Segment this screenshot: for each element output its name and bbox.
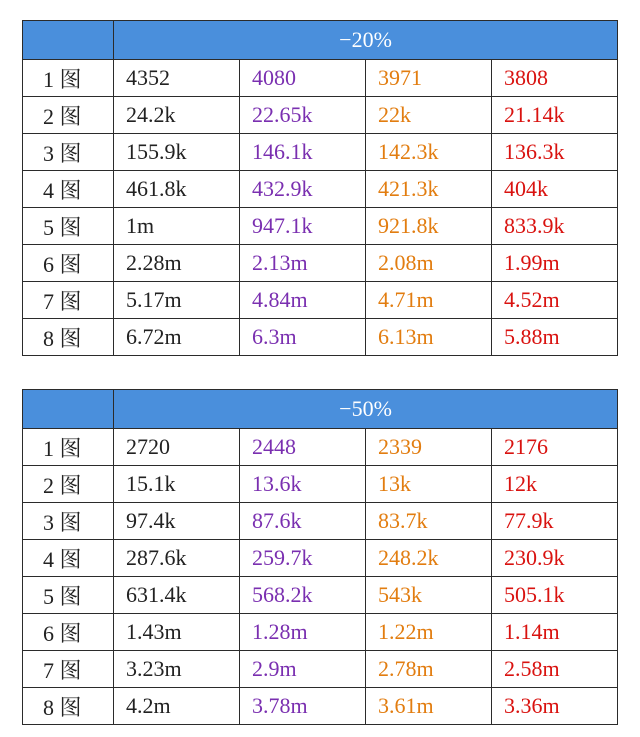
value-cell: 568.2k <box>240 577 366 614</box>
value-cell: 3.23m <box>114 651 240 688</box>
value-cell: 21.14k <box>492 97 618 134</box>
value-cell: 12k <box>492 466 618 503</box>
value-cell: 13.6k <box>240 466 366 503</box>
row-label: 6 图 <box>23 614 114 651</box>
value-cell: 77.9k <box>492 503 618 540</box>
table-row <box>23 245 618 282</box>
discount-table-50 <box>22 389 618 725</box>
value-cell: 1.28m <box>240 614 366 651</box>
value-cell: 5.88m <box>492 319 618 356</box>
table-header-label: −50% <box>114 390 618 429</box>
value-cell: 461.8k <box>114 171 240 208</box>
row-label: 3 图 <box>23 503 114 540</box>
table-row <box>23 540 618 577</box>
value-cell: 6.72m <box>114 319 240 356</box>
row-label: 8 图 <box>23 319 114 356</box>
value-cell: 87.6k <box>240 503 366 540</box>
row-label: 5 图 <box>23 208 114 245</box>
table-row <box>23 429 618 466</box>
value-cell: 1.22m <box>366 614 492 651</box>
table-row <box>23 577 618 614</box>
value-cell: 505.1k <box>492 577 618 614</box>
value-cell: 432.9k <box>240 171 366 208</box>
value-cell: 833.9k <box>492 208 618 245</box>
value-cell: 6.13m <box>366 319 492 356</box>
value-cell: 3971 <box>366 60 492 97</box>
table-row <box>23 319 618 356</box>
value-cell: 4.2m <box>114 688 240 725</box>
value-cell: 22k <box>366 97 492 134</box>
value-cell: 921.8k <box>366 208 492 245</box>
table-row <box>23 503 618 540</box>
value-cell: 404k <box>492 171 618 208</box>
value-cell: 421.3k <box>366 171 492 208</box>
table-row <box>23 60 618 97</box>
value-cell: 22.65k <box>240 97 366 134</box>
value-cell: 2.78m <box>366 651 492 688</box>
table-row <box>23 97 618 134</box>
value-cell: 4.84m <box>240 282 366 319</box>
discount-table-20 <box>22 20 618 356</box>
row-label: 8 图 <box>23 688 114 725</box>
value-cell: 1m <box>114 208 240 245</box>
row-label: 7 图 <box>23 651 114 688</box>
value-cell: 15.1k <box>114 466 240 503</box>
value-cell: 146.1k <box>240 134 366 171</box>
value-cell: 1.99m <box>492 245 618 282</box>
row-label: 6 图 <box>23 245 114 282</box>
value-cell: 2.9m <box>240 651 366 688</box>
table-row <box>23 282 618 319</box>
value-cell: 3.78m <box>240 688 366 725</box>
value-cell: 6.3m <box>240 319 366 356</box>
value-cell: 136.3k <box>492 134 618 171</box>
value-cell: 543k <box>366 577 492 614</box>
row-label: 4 图 <box>23 540 114 577</box>
table-row <box>23 651 618 688</box>
value-cell: 3.61m <box>366 688 492 725</box>
value-cell: 3.36m <box>492 688 618 725</box>
header-corner-cell <box>23 21 114 60</box>
table-header-row <box>23 21 618 60</box>
value-cell: 4.71m <box>366 282 492 319</box>
value-cell: 947.1k <box>240 208 366 245</box>
value-cell: 2339 <box>366 429 492 466</box>
table-row <box>23 171 618 208</box>
value-cell: 83.7k <box>366 503 492 540</box>
value-cell: 248.2k <box>366 540 492 577</box>
table-row <box>23 614 618 651</box>
value-cell: 2720 <box>114 429 240 466</box>
table-row <box>23 134 618 171</box>
table-row <box>23 688 618 725</box>
value-cell: 24.2k <box>114 97 240 134</box>
value-cell: 259.7k <box>240 540 366 577</box>
value-cell: 287.6k <box>114 540 240 577</box>
row-label: 2 图 <box>23 466 114 503</box>
value-cell: 2176 <box>492 429 618 466</box>
row-label: 7 图 <box>23 282 114 319</box>
value-cell: 13k <box>366 466 492 503</box>
value-cell: 631.4k <box>114 577 240 614</box>
row-label: 5 图 <box>23 577 114 614</box>
value-cell: 3808 <box>492 60 618 97</box>
value-cell: 5.17m <box>114 282 240 319</box>
row-label: 4 图 <box>23 171 114 208</box>
value-cell: 2.28m <box>114 245 240 282</box>
value-cell: 4.52m <box>492 282 618 319</box>
value-cell: 155.9k <box>114 134 240 171</box>
value-cell: 4080 <box>240 60 366 97</box>
table-row <box>23 208 618 245</box>
value-cell: 1.14m <box>492 614 618 651</box>
value-cell: 4352 <box>114 60 240 97</box>
table-header-label: −20% <box>114 21 618 60</box>
table-row <box>23 466 618 503</box>
row-label: 2 图 <box>23 97 114 134</box>
value-cell: 2.08m <box>366 245 492 282</box>
row-label: 3 图 <box>23 134 114 171</box>
table-header-row <box>23 390 618 429</box>
header-corner-cell <box>23 390 114 429</box>
value-cell: 2.58m <box>492 651 618 688</box>
value-cell: 1.43m <box>114 614 240 651</box>
value-cell: 2448 <box>240 429 366 466</box>
value-cell: 230.9k <box>492 540 618 577</box>
value-cell: 97.4k <box>114 503 240 540</box>
value-cell: 2.13m <box>240 245 366 282</box>
row-label: 1 图 <box>23 429 114 466</box>
row-label: 1 图 <box>23 60 114 97</box>
value-cell: 142.3k <box>366 134 492 171</box>
